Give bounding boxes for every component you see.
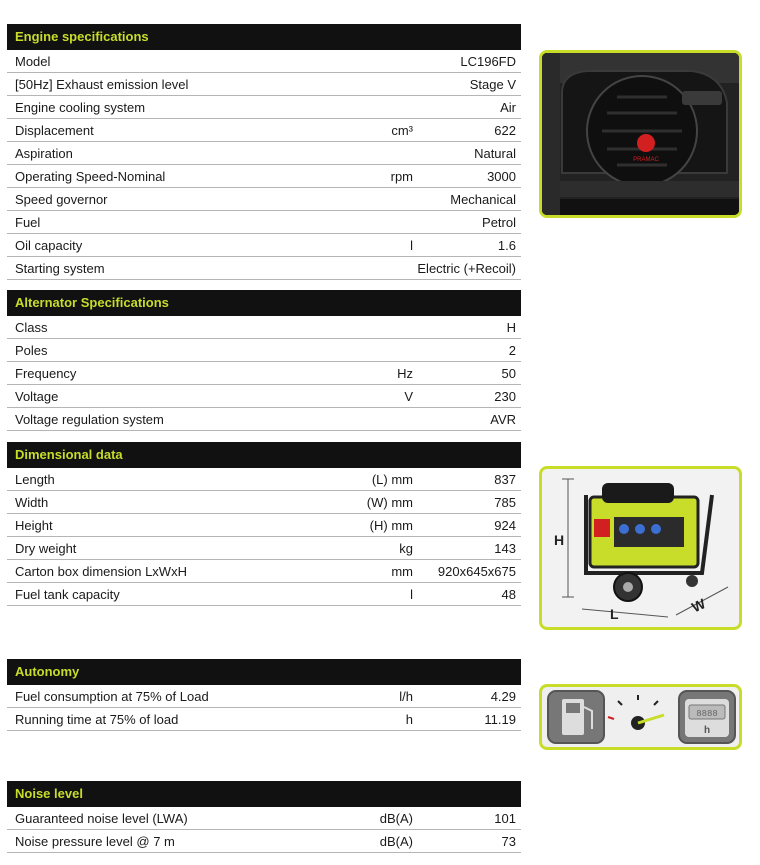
engine-photo: [539, 50, 742, 218]
row-value: 924: [494, 518, 516, 533]
table-row: [7, 468, 521, 491]
table-row: [7, 119, 521, 142]
table-row: [7, 408, 521, 431]
table-row: [7, 583, 521, 606]
row-label: Speed governor: [15, 192, 108, 207]
row-unit: (H) mm: [369, 518, 413, 533]
table-row: [7, 830, 521, 853]
table-row: [7, 234, 521, 257]
row-value: Air: [500, 100, 516, 115]
row-label: Operating Speed-Nominal: [15, 169, 166, 184]
table-row: [7, 537, 521, 560]
table-row: [7, 316, 521, 339]
row-value: 230: [494, 389, 516, 404]
dimension-diagram: [539, 466, 742, 630]
table-row: [7, 385, 521, 408]
section-title: Noise level: [7, 781, 521, 807]
row-label: Noise pressure level @ 7 m: [15, 834, 175, 849]
row-unit: h: [405, 712, 413, 727]
section-title: Alternator Specifications: [7, 290, 521, 316]
row-value: LC196FD: [460, 54, 516, 69]
row-value: Natural: [474, 146, 516, 161]
row-label: Length: [15, 472, 55, 487]
row-label: Carton box dimension LxWxH: [15, 564, 187, 579]
table-row: [7, 362, 521, 385]
row-label: Engine cooling system: [15, 100, 146, 115]
row-value: 920x645x675: [437, 564, 516, 579]
row-label: Guaranteed noise level (LWA): [15, 811, 188, 826]
row-value: 48: [501, 587, 516, 602]
row-label: Model: [15, 54, 51, 69]
table-row: [7, 685, 521, 708]
autonomy-graphic: [539, 684, 742, 750]
table-row: [7, 73, 521, 96]
fuel-runtime-illustration: [542, 687, 739, 747]
row-label: Voltage: [15, 389, 59, 404]
row-value: AVR: [490, 412, 516, 427]
row-unit: (W) mm: [366, 495, 413, 510]
table-row: [7, 491, 521, 514]
row-unit: l/h: [399, 689, 413, 704]
alternator-specifications-table: [7, 290, 521, 431]
row-value: 3000: [487, 169, 516, 184]
table-row: [7, 339, 521, 362]
row-unit: l: [410, 587, 413, 602]
engine-illustration: [542, 53, 739, 215]
row-value: 837: [494, 472, 516, 487]
autonomy-table: [7, 659, 521, 731]
table-row: [7, 50, 521, 73]
brand-logo-text: PRAMAC: [633, 157, 659, 163]
table-row: [7, 96, 521, 119]
row-value: Stage V: [469, 77, 516, 92]
gauge-icon: [618, 695, 658, 705]
row-label: Voltage regulation system: [15, 412, 164, 427]
row-value: 11.19: [484, 712, 516, 727]
row-value: Electric (+Recoil): [417, 261, 516, 276]
row-label: Oil capacity: [15, 238, 83, 253]
row-label: Dry weight: [15, 541, 77, 556]
row-label: Displacement: [15, 123, 94, 138]
row-label: Fuel tank capacity: [15, 587, 120, 602]
table-row: [7, 211, 521, 234]
noise-level-table: [7, 781, 521, 853]
table-row: [7, 560, 521, 583]
table-row: [7, 142, 521, 165]
width-label: W: [689, 595, 708, 616]
row-label: Running time at 75% of load: [15, 712, 179, 727]
row-label: Aspiration: [15, 146, 73, 161]
table-row: [7, 807, 521, 830]
engine-specifications-table: [7, 24, 521, 280]
row-label: Frequency: [15, 366, 77, 381]
row-value: 785: [494, 495, 516, 510]
section-title: Autonomy: [7, 659, 521, 685]
generator-dimension-illustration: [542, 469, 739, 627]
section-title: Engine specifications: [7, 24, 521, 50]
row-value: Mechanical: [450, 192, 516, 207]
row-value: 1.6: [497, 238, 516, 253]
row-unit: kg: [399, 541, 413, 556]
row-label: Class: [15, 320, 48, 335]
row-value: Petrol: [482, 215, 516, 230]
row-unit: dB(A): [379, 834, 413, 849]
row-unit: rpm: [390, 169, 413, 184]
row-value: 2: [508, 343, 516, 358]
row-unit: dB(A): [379, 811, 413, 826]
section-title: Dimensional data: [7, 442, 521, 468]
table-row: [7, 708, 521, 731]
row-unit: (L) mm: [371, 472, 413, 487]
row-unit: Hz: [397, 366, 413, 381]
length-label: L: [610, 606, 619, 622]
row-label: Fuel consumption at 75% of Load: [15, 689, 209, 704]
hours-unit-label: h: [703, 725, 711, 736]
row-value: 4.29: [490, 689, 516, 704]
row-value: 622: [494, 123, 516, 138]
hour-meter-display: 8888: [696, 709, 718, 719]
row-value: 73: [501, 834, 516, 849]
row-value: 101: [494, 811, 516, 826]
row-value: H: [506, 320, 516, 335]
row-label: [50Hz] Exhaust emission level: [15, 77, 189, 92]
row-unit: l: [410, 238, 413, 253]
row-label: Fuel: [15, 215, 41, 230]
row-unit: V: [404, 389, 413, 404]
row-unit: cm³: [391, 123, 413, 138]
table-row: [7, 514, 521, 537]
row-label: Width: [15, 495, 49, 510]
row-value: 50: [501, 366, 516, 381]
row-label: Height: [15, 518, 53, 533]
dimensional-data-table: [7, 442, 521, 606]
table-row: [7, 257, 521, 280]
row-label: Poles: [15, 343, 48, 358]
row-unit: mm: [391, 564, 413, 579]
height-label: H: [553, 532, 565, 548]
table-row: [7, 165, 521, 188]
row-value: 143: [494, 541, 516, 556]
row-label: Starting system: [15, 261, 105, 276]
table-row: [7, 188, 521, 211]
